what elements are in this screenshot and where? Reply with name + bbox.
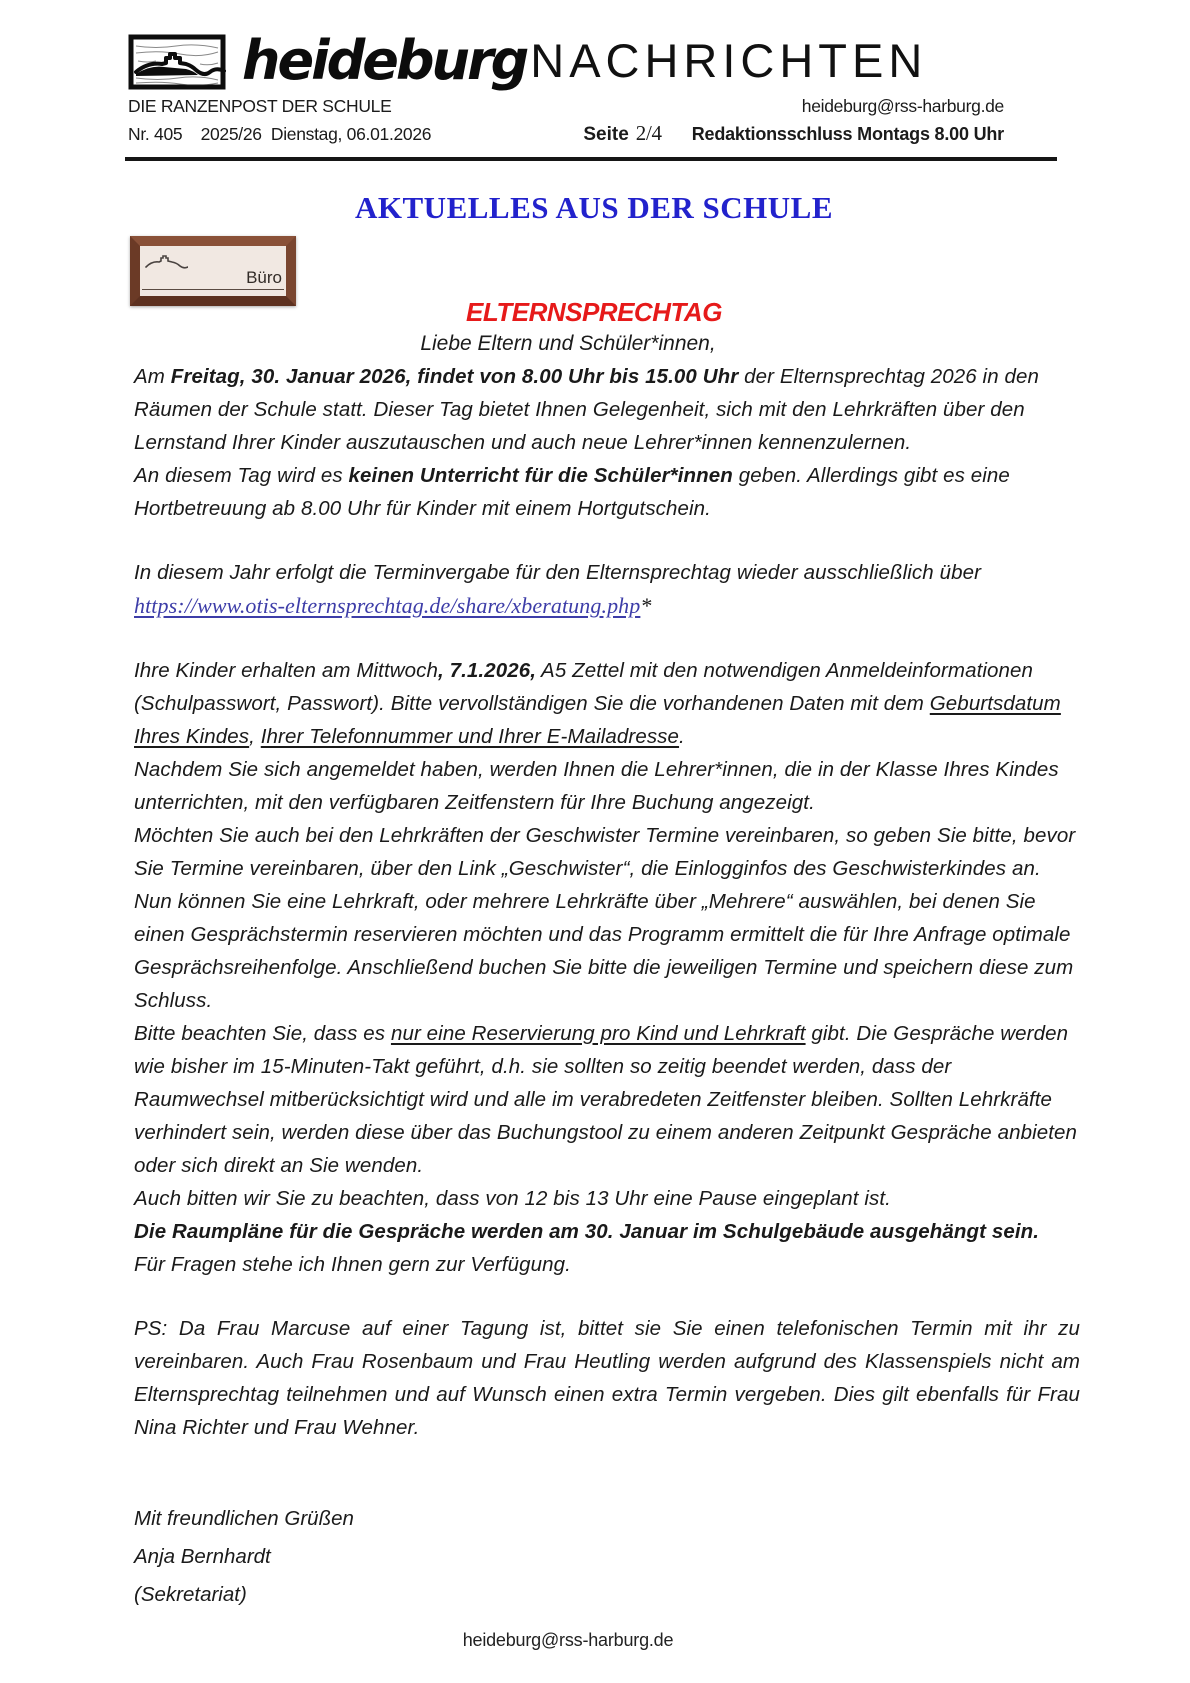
heideburg-logo-icon [128,34,226,90]
page-indicator [583,121,1004,146]
para-elternsprechtag-intro [134,360,1080,459]
buero-door-sign-photo [130,236,296,306]
text-segment: Ihrer Telefonnummer und Ihrer E-Mailadresse [260,725,680,748]
text-segment: Am [134,365,171,388]
footer-email: heideburg@rss-harburg.de [462,1630,674,1650]
text-segment: An diesem Tag wird es [134,464,349,487]
masthead [128,28,1068,146]
text-segment: Für Fragen stehe ich Ihnen gern zur Verfügung. [134,1253,571,1276]
page-label: Seite [583,124,629,145]
para-fragen [134,1248,1080,1281]
closing-line: Anja Bernhardt [134,1545,271,1568]
text-segment: Geburtsdatum Ihres Kindes [134,692,1061,748]
door-sign-label: Büro [246,268,282,287]
text-segment: , [249,725,261,748]
text-segment: In diesem Jahr erfolgt die Terminvergabe für den Elternsprechtag wieder ausschließlich über [134,561,981,584]
para-geschwister [134,819,1080,1017]
text-segment: nur eine Reservierung pro Kind und Lehrkraft [390,1022,806,1045]
heideburg-squiggle-icon [144,252,188,274]
text-segment: geben. Allerdings gibt es eine Hortbetreuung ab 8.00 Uhr für Kinder mit einem Hortgutschein. [134,464,1010,520]
para-booking-link [134,589,1080,623]
text-segment: Auch bitten wir Sie zu beachten, dass von 12 bis 13 Uhr eine Pause eingeplant ist. [134,1187,891,1210]
para-nach-anmeldung [134,753,1080,819]
section-title: AKTUELLES AUS DER SCHULE [355,190,833,225]
text-segment: * [640,593,652,618]
text-segment: Ihre Kinder erhalten am Mittwoch [134,659,439,682]
section-heading: ELTERNSPRECHTAG [466,297,722,327]
text-segment: Nachdem Sie sich angemeldet haben, werden Ihnen die Lehrer*innen, die in der Klasse Ihres Kindes unterrichten, mit den verfügbaren Zeitfenstern für Ihre Buchung angezeigt. [134,758,1059,814]
greeting-line: Liebe Eltern und Schüler*innen, [420,332,716,355]
masthead-subtitle: DIE RANZENPOST DER SCHULE [128,96,392,116]
text-segment: A5 Zettel mit den notwendigen Anmeldeinformationen (Schulpasswort, Passwort). Bitte vervollständigen Sie die vorhandenen Daten mit dem [134,659,1034,715]
masthead-email: heideburg@rss-harburg.de [801,96,1004,116]
elternsprechtag-booking-link[interactable]: https://www.otis-elternsprechtag.de/share/xberatung.php [134,593,641,618]
text-segment: keinen Unterricht für die Schüler*innen [348,464,733,487]
text-segment: gibt. Die Gespräche werden wie bisher im 15-Minuten-Takt geführt, d.h. sie sollten so zeitig beendet werden, dass der Raumwechsel mitberücksichtigt wird und alle im verabredeten Zeitfenster bleiben. Sollten Lehrkräfte verhindert sein, werden diese über das Buchungstool zu einem anderen Zeitpunkt Gespräche anbieten oder sich direkt an Sie wenden. [134,1022,1078,1177]
text-segment: Bitte beachten Sie, dass es [134,1022,391,1045]
text-segment: Die Raumpläne für die Gespräche werden am 30. Januar im Schulgebäude ausgehängt sein. [134,1220,1040,1243]
para-reservierung [134,1017,1080,1182]
deadline-note: Redaktionsschluss Montags 8.00 Uhr [691,124,1004,144]
para-ps [134,1312,1080,1444]
text-segment: der Elternsprechtag 2026 in den Räumen der Schule statt. Dieser Tag bietet Ihnen Gelegenheit, sich mit den Lehrkräften über den Lernstand Ihrer Kinder auszutauschen und auch neue Lehrer*innen kennenzulernen. [134,365,1039,454]
masthead-wordmark: heideburg [242,29,527,92]
masthead-logo-row [128,28,1068,90]
closing-block [134,1500,354,1614]
text-segment: , 7.1.2026, [438,659,537,682]
text-segment: Möchten Sie auch bei den Lehrkräften der Geschwister Termine vereinbaren, so geben Sie bitte, bevor Sie Termine vereinbaren, über den Link „Geschwister“, die Einlogginfos des Geschwisterkindes an. Nun können Sie eine Lehrkraft, oder mehrere Lehrkräfte über „Mehrere“ auswählen, bei denen Sie einen Gesprächstermin reservieren möchten und das Programm ermittelt die für Ihre Anfrage optimale Gesprächsreihenfolge. Anschließend buchen Sie bitte die jeweiligen Termine und speichern diese zum Schluss. [134,824,1076,1012]
text-segment: Freitag, 30. Januar 2026, findet von 8.00 Uhr bis 15.00 Uhr [170,365,739,388]
para-anmeldeinfos [134,654,1080,753]
para-raumplaene [134,1215,1080,1248]
text-segment: PS: Da Frau Marcuse auf einer Tagung ist, bittet sie Sie einen telefonischen Termin mit ihr zu vereinbaren. Auch Frau Rosenbaum und Frau Heutling werden aufgrund des Klassenspiels nicht am Elternsprechtag teilnehmen und auf Wunsch einen extra Termin vergeben. Dies gilt ebenfalls für Frau Nina Richter und Frau Wehner. [134,1317,1080,1439]
text-segment: . [679,725,685,748]
body-paragraphs [134,360,1080,1444]
door-sign-line [142,289,284,290]
closing-line: (Sekretariat) [134,1583,247,1606]
issue-line: Nr. 405 2025/26 Dienstag, 06.01.2026 [128,124,432,144]
masthead-wordmark-caps: NACHRICHTEN [530,34,928,87]
para-pause [134,1182,1080,1215]
masthead-divider [125,157,1057,161]
closing-line: Mit freundlichen Grüßen [134,1507,354,1530]
para-kein-unterricht [134,459,1080,525]
para-terminvergabe [134,556,1080,589]
page-number: 2/4 [635,121,662,145]
